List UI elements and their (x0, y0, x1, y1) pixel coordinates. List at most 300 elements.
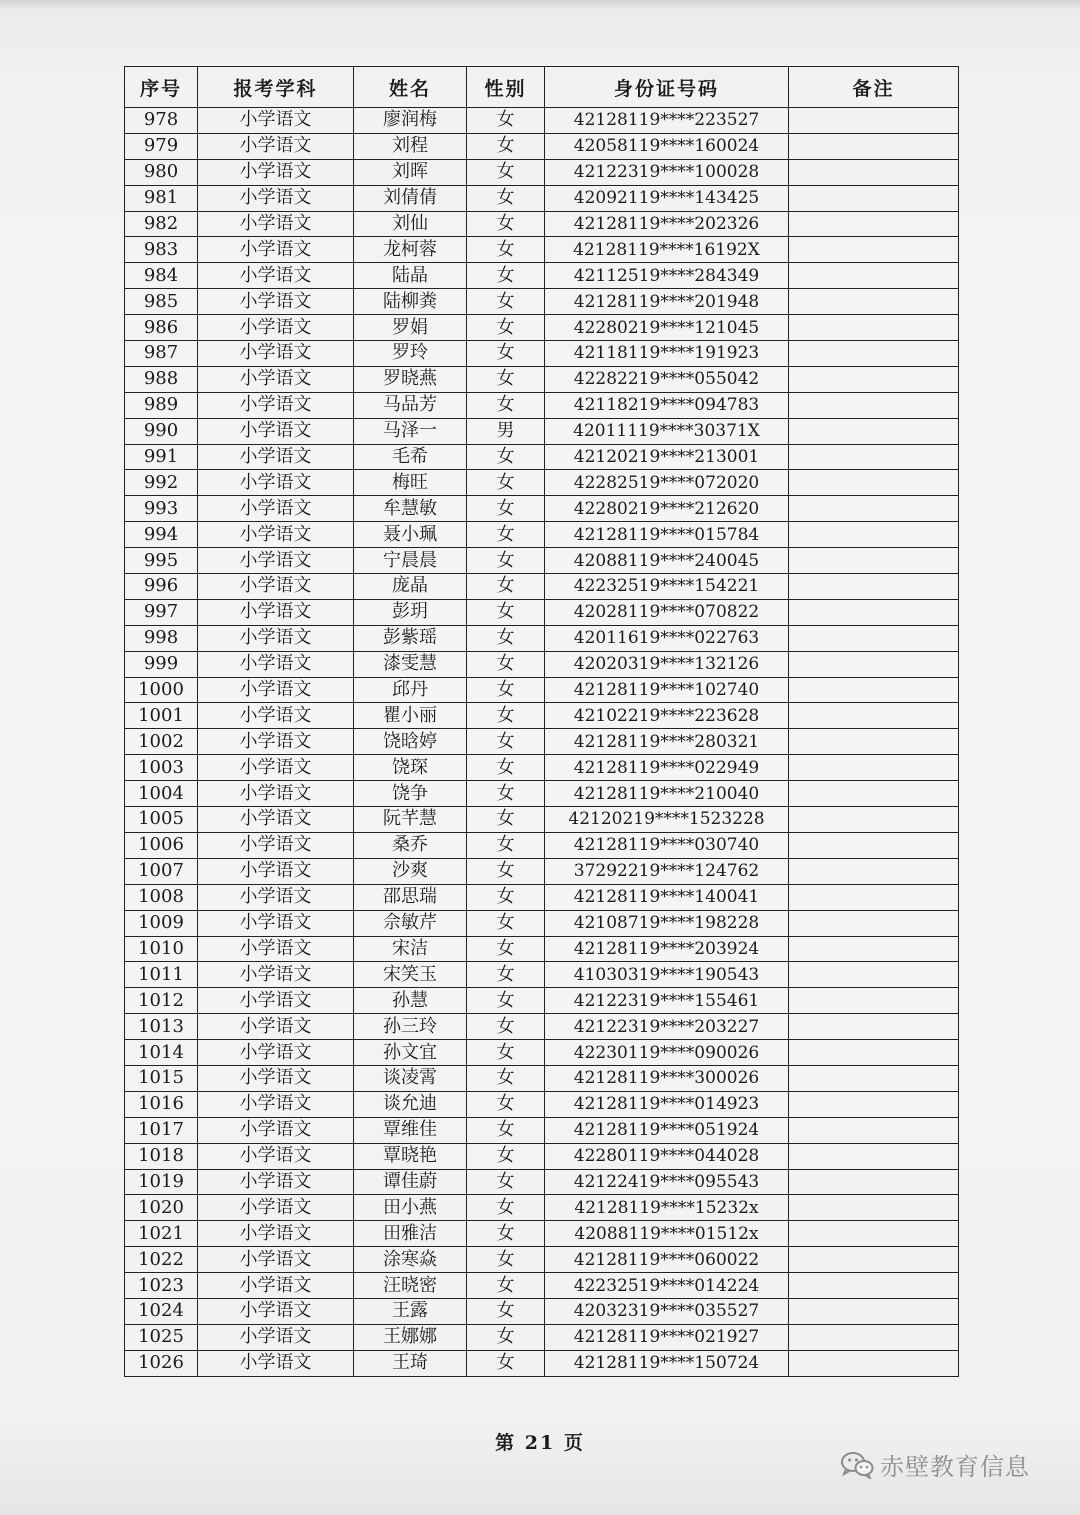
cell-id-number: 42120219****213001 (545, 444, 789, 470)
cell-gender: 女 (467, 858, 545, 884)
cell-gender: 女 (467, 677, 545, 703)
cell-gender: 女 (467, 1273, 545, 1299)
cell-note (789, 651, 959, 677)
cell-name: 汪晓密 (354, 1273, 467, 1299)
cell-name: 邵思瑞 (354, 884, 467, 910)
cell-name: 饶争 (354, 781, 467, 807)
cell-id-number: 42128119****202326 (545, 211, 789, 237)
cell-id-number: 42280219****121045 (545, 315, 789, 341)
cell-note (789, 444, 959, 470)
table-row (125, 625, 959, 651)
cell-subject: 小学语文 (198, 444, 354, 470)
cell-id-number: 42230119****090026 (545, 1040, 789, 1066)
cell-gender: 女 (467, 1247, 545, 1273)
cell-gender: 女 (467, 1195, 545, 1221)
cell-gender: 女 (467, 910, 545, 936)
cell-gender: 女 (467, 522, 545, 548)
cell-subject: 小学语文 (198, 237, 354, 263)
cell-name: 马品芳 (354, 392, 467, 418)
cell-note (789, 910, 959, 936)
cell-seq: 1010 (125, 936, 198, 962)
table-row (125, 289, 959, 315)
cell-id-number: 42128119****021927 (545, 1324, 789, 1350)
cell-note (789, 1169, 959, 1195)
cell-id-number: 42092119****143425 (545, 185, 789, 211)
cell-id-number: 42232519****154221 (545, 574, 789, 600)
cell-gender: 女 (467, 548, 545, 574)
page-number: 第 21 页 (495, 1432, 585, 1454)
cell-seq: 1019 (125, 1169, 198, 1195)
table-body (125, 108, 959, 1377)
cell-name: 饶琛 (354, 755, 467, 781)
cell-id-number: 42088119****240045 (545, 548, 789, 574)
table-row (125, 1091, 959, 1117)
cell-note (789, 962, 959, 988)
cell-note (789, 1350, 959, 1376)
cell-name: 廖润梅 (354, 108, 467, 134)
cell-seq: 1000 (125, 677, 198, 703)
table-row (125, 599, 959, 625)
cell-note (789, 211, 959, 237)
cell-subject: 小学语文 (198, 522, 354, 548)
cell-name: 田雅洁 (354, 1221, 467, 1247)
header-gender: 性别 (467, 67, 545, 108)
cell-name: 陆柳粪 (354, 289, 467, 315)
cell-subject: 小学语文 (198, 703, 354, 729)
cell-gender: 女 (467, 625, 545, 651)
cell-id-number: 37292219****124762 (545, 858, 789, 884)
cell-subject: 小学语文 (198, 159, 354, 185)
cell-id-number: 42020319****132126 (545, 651, 789, 677)
cell-note (789, 781, 959, 807)
cell-seq: 1007 (125, 858, 198, 884)
cell-seq: 983 (125, 237, 198, 263)
source-watermark (840, 1447, 1030, 1482)
cell-name: 宁晨晨 (354, 548, 467, 574)
cell-name: 覃维佳 (354, 1117, 467, 1143)
table-row (125, 1298, 959, 1324)
cell-note (789, 1117, 959, 1143)
cell-subject: 小学语文 (198, 1247, 354, 1273)
cell-name: 罗玲 (354, 341, 467, 367)
cell-gender: 女 (467, 1117, 545, 1143)
cell-note (789, 496, 959, 522)
cell-seq: 1005 (125, 807, 198, 833)
cell-note (789, 858, 959, 884)
cell-gender: 女 (467, 315, 545, 341)
cell-name: 龙柯蓉 (354, 237, 467, 263)
cell-seq: 987 (125, 341, 198, 367)
cell-seq: 1021 (125, 1221, 198, 1247)
cell-name: 桑乔 (354, 832, 467, 858)
cell-gender: 女 (467, 599, 545, 625)
cell-name: 饶晗婷 (354, 729, 467, 755)
cell-seq: 1016 (125, 1091, 198, 1117)
cell-note (789, 884, 959, 910)
cell-note (789, 988, 959, 1014)
cell-subject: 小学语文 (198, 677, 354, 703)
cell-id-number: 42011119****30371X (545, 418, 789, 444)
cell-seq: 985 (125, 289, 198, 315)
header-subject: 报考学科 (198, 67, 354, 108)
cell-note (789, 677, 959, 703)
cell-id-number: 42122319****100028 (545, 159, 789, 185)
cell-seq: 1022 (125, 1247, 198, 1273)
table-row (125, 1117, 959, 1143)
cell-subject: 小学语文 (198, 988, 354, 1014)
cell-name: 佘敏芹 (354, 910, 467, 936)
table-row (125, 341, 959, 367)
cell-subject: 小学语文 (198, 108, 354, 134)
cell-subject: 小学语文 (198, 1065, 354, 1091)
cell-subject: 小学语文 (198, 315, 354, 341)
cell-subject: 小学语文 (198, 884, 354, 910)
cell-name: 孙三玲 (354, 1014, 467, 1040)
cell-gender: 女 (467, 1091, 545, 1117)
cell-seq: 981 (125, 185, 198, 211)
cell-seq: 1024 (125, 1298, 198, 1324)
header-note: 备注 (789, 67, 959, 108)
header-id-number: 身份证号码 (545, 67, 789, 108)
cell-id-number: 42118119****191923 (545, 341, 789, 367)
cell-id-number: 42088119****01512x (545, 1221, 789, 1247)
cell-id-number: 42112519****284349 (545, 263, 789, 289)
cell-subject: 小学语文 (198, 858, 354, 884)
cell-gender: 女 (467, 237, 545, 263)
cell-seq: 1023 (125, 1273, 198, 1299)
cell-subject: 小学语文 (198, 1221, 354, 1247)
cell-name: 罗晓燕 (354, 366, 467, 392)
cell-subject: 小学语文 (198, 470, 354, 496)
table-row (125, 1247, 959, 1273)
cell-seq: 980 (125, 159, 198, 185)
table-row (125, 1169, 959, 1195)
cell-subject: 小学语文 (198, 263, 354, 289)
table-row (125, 858, 959, 884)
cell-name: 刘晖 (354, 159, 467, 185)
cell-name: 谈允迪 (354, 1091, 467, 1117)
cell-subject: 小学语文 (198, 341, 354, 367)
cell-name: 陆晶 (354, 263, 467, 289)
cell-subject: 小学语文 (198, 807, 354, 833)
cell-name: 刘倩倩 (354, 185, 467, 211)
cell-name: 沙爽 (354, 858, 467, 884)
cell-note (789, 703, 959, 729)
table-row (125, 366, 959, 392)
cell-id-number: 42128119****140041 (545, 884, 789, 910)
cell-note (789, 522, 959, 548)
table-row (125, 108, 959, 134)
cell-seq: 1017 (125, 1117, 198, 1143)
cell-subject: 小学语文 (198, 418, 354, 444)
cell-seq: 1012 (125, 988, 198, 1014)
cell-note (789, 392, 959, 418)
cell-note (789, 237, 959, 263)
cell-name: 漆雯慧 (354, 651, 467, 677)
cell-note (789, 936, 959, 962)
cell-note (789, 574, 959, 600)
cell-seq: 1011 (125, 962, 198, 988)
cell-seq: 1002 (125, 729, 198, 755)
cell-note (789, 1298, 959, 1324)
cell-gender: 女 (467, 211, 545, 237)
cell-note (789, 185, 959, 211)
cell-subject: 小学语文 (198, 936, 354, 962)
cell-id-number: 42128119****014923 (545, 1091, 789, 1117)
header-name: 姓名 (354, 67, 467, 108)
cell-gender: 女 (467, 289, 545, 315)
cell-id-number: 42232519****014224 (545, 1273, 789, 1299)
cell-seq: 1006 (125, 832, 198, 858)
cell-name: 梅旺 (354, 470, 467, 496)
cell-subject: 小学语文 (198, 392, 354, 418)
cell-subject: 小学语文 (198, 625, 354, 651)
cell-id-number: 42128119****030740 (545, 832, 789, 858)
cell-id-number: 42128119****203924 (545, 936, 789, 962)
cell-seq: 997 (125, 599, 198, 625)
cell-name: 王娜娜 (354, 1324, 467, 1350)
cell-gender: 女 (467, 496, 545, 522)
cell-seq: 991 (125, 444, 198, 470)
cell-seq: 995 (125, 548, 198, 574)
cell-subject: 小学语文 (198, 651, 354, 677)
cell-subject: 小学语文 (198, 910, 354, 936)
table-row (125, 1195, 959, 1221)
cell-note (789, 755, 959, 781)
cell-seq: 989 (125, 392, 198, 418)
cell-gender: 女 (467, 470, 545, 496)
cell-subject: 小学语文 (198, 1298, 354, 1324)
cell-seq: 990 (125, 418, 198, 444)
candidate-table (124, 66, 959, 1377)
cell-note (789, 366, 959, 392)
cell-subject: 小学语文 (198, 366, 354, 392)
cell-subject: 小学语文 (198, 1014, 354, 1040)
cell-seq: 988 (125, 366, 198, 392)
cell-subject: 小学语文 (198, 1350, 354, 1376)
cell-note (789, 133, 959, 159)
wechat-icon (840, 1451, 874, 1479)
cell-note (789, 1065, 959, 1091)
cell-seq: 1003 (125, 755, 198, 781)
cell-name: 孙慧 (354, 988, 467, 1014)
cell-gender: 女 (467, 1065, 545, 1091)
cell-id-number: 42011619****022763 (545, 625, 789, 651)
cell-gender: 女 (467, 781, 545, 807)
cell-subject: 小学语文 (198, 289, 354, 315)
cell-seq: 1018 (125, 1143, 198, 1169)
cell-gender: 女 (467, 703, 545, 729)
cell-subject: 小学语文 (198, 1117, 354, 1143)
cell-id-number: 42102219****223628 (545, 703, 789, 729)
cell-id-number: 42282519****072020 (545, 470, 789, 496)
cell-note (789, 289, 959, 315)
table-row (125, 133, 959, 159)
table-row (125, 237, 959, 263)
cell-note (789, 1324, 959, 1350)
cell-seq: 994 (125, 522, 198, 548)
table-row (125, 781, 959, 807)
table-row (125, 548, 959, 574)
table-row (125, 159, 959, 185)
cell-gender: 女 (467, 1324, 545, 1350)
cell-gender: 女 (467, 1221, 545, 1247)
cell-note (789, 807, 959, 833)
cell-seq: 1025 (125, 1324, 198, 1350)
cell-note (789, 159, 959, 185)
cell-gender: 女 (467, 444, 545, 470)
cell-note (789, 1040, 959, 1066)
cell-gender: 女 (467, 651, 545, 677)
cell-name: 王露 (354, 1298, 467, 1324)
watermark-text: 赤壁教育信息 (880, 1453, 1030, 1481)
table-row (125, 703, 959, 729)
cell-gender: 女 (467, 366, 545, 392)
table-row (125, 677, 959, 703)
cell-name: 刘程 (354, 133, 467, 159)
cell-subject: 小学语文 (198, 1040, 354, 1066)
cell-subject: 小学语文 (198, 1143, 354, 1169)
cell-gender: 女 (467, 133, 545, 159)
cell-subject: 小学语文 (198, 185, 354, 211)
cell-id-number: 42108719****198228 (545, 910, 789, 936)
cell-note (789, 418, 959, 444)
cell-subject: 小学语文 (198, 962, 354, 988)
table-header-row (125, 67, 959, 108)
table-row (125, 574, 959, 600)
cell-note (789, 832, 959, 858)
cell-seq: 998 (125, 625, 198, 651)
table-row (125, 185, 959, 211)
cell-note (789, 470, 959, 496)
cell-name: 王琦 (354, 1350, 467, 1376)
cell-seq: 999 (125, 651, 198, 677)
cell-name: 宋洁 (354, 936, 467, 962)
header-seq: 序号 (125, 67, 198, 108)
cell-subject: 小学语文 (198, 1273, 354, 1299)
cell-id-number: 42128119****16192X (545, 237, 789, 263)
cell-subject: 小学语文 (198, 548, 354, 574)
table-row (125, 1324, 959, 1350)
table-row (125, 522, 959, 548)
cell-note (789, 599, 959, 625)
cell-note (789, 729, 959, 755)
cell-id-number: 42280119****044028 (545, 1143, 789, 1169)
cell-id-number: 42128119****060022 (545, 1247, 789, 1273)
table-row (125, 1273, 959, 1299)
table-row (125, 1350, 959, 1376)
cell-seq: 1015 (125, 1065, 198, 1091)
cell-id-number: 42128119****051924 (545, 1117, 789, 1143)
cell-id-number: 42028119****070822 (545, 599, 789, 625)
cell-id-number: 42128119****150724 (545, 1350, 789, 1376)
table-row (125, 496, 959, 522)
cell-name: 庞晶 (354, 574, 467, 600)
cell-seq: 982 (125, 211, 198, 237)
cell-id-number: 42280219****212620 (545, 496, 789, 522)
cell-note (789, 1247, 959, 1273)
table-row (125, 1014, 959, 1040)
cell-id-number: 42128119****102740 (545, 677, 789, 703)
table-row (125, 832, 959, 858)
cell-id-number: 42128119****022949 (545, 755, 789, 781)
cell-name: 聂小珮 (354, 522, 467, 548)
table-row (125, 211, 959, 237)
cell-seq: 984 (125, 263, 198, 289)
cell-name: 谈凌霄 (354, 1065, 467, 1091)
cell-gender: 女 (467, 1040, 545, 1066)
cell-note (789, 1091, 959, 1117)
cell-seq: 993 (125, 496, 198, 522)
table-row (125, 651, 959, 677)
cell-subject: 小学语文 (198, 133, 354, 159)
cell-gender: 女 (467, 1169, 545, 1195)
cell-id-number: 41030319****190543 (545, 962, 789, 988)
cell-name: 彭玥 (354, 599, 467, 625)
table-row (125, 263, 959, 289)
cell-id-number: 42128119****300026 (545, 1065, 789, 1091)
table-row (125, 392, 959, 418)
cell-gender: 女 (467, 1014, 545, 1040)
cell-subject: 小学语文 (198, 1195, 354, 1221)
cell-gender: 女 (467, 159, 545, 185)
table-row (125, 444, 959, 470)
cell-name: 瞿小丽 (354, 703, 467, 729)
cell-subject: 小学语文 (198, 1324, 354, 1350)
cell-subject: 小学语文 (198, 832, 354, 858)
table-row (125, 962, 959, 988)
cell-name: 田小燕 (354, 1195, 467, 1221)
cell-gender: 女 (467, 962, 545, 988)
table-row (125, 729, 959, 755)
cell-name: 涂寒焱 (354, 1247, 467, 1273)
cell-gender: 女 (467, 185, 545, 211)
cell-gender: 女 (467, 832, 545, 858)
cell-subject: 小学语文 (198, 574, 354, 600)
cell-subject: 小学语文 (198, 729, 354, 755)
cell-seq: 1008 (125, 884, 198, 910)
cell-name: 邱丹 (354, 677, 467, 703)
cell-gender: 女 (467, 392, 545, 418)
cell-gender: 女 (467, 755, 545, 781)
cell-id-number: 42282219****055042 (545, 366, 789, 392)
cell-id-number: 42128119****280321 (545, 729, 789, 755)
cell-gender: 女 (467, 807, 545, 833)
cell-id-number: 42122319****155461 (545, 988, 789, 1014)
cell-id-number: 42058119****160024 (545, 133, 789, 159)
table-row (125, 1065, 959, 1091)
table-row (125, 755, 959, 781)
cell-gender: 女 (467, 341, 545, 367)
cell-seq: 979 (125, 133, 198, 159)
cell-subject: 小学语文 (198, 1091, 354, 1117)
cell-name: 宋笑玉 (354, 962, 467, 988)
cell-gender: 女 (467, 263, 545, 289)
cell-name: 孙文宜 (354, 1040, 467, 1066)
table-row (125, 936, 959, 962)
table-row (125, 1143, 959, 1169)
cell-gender: 女 (467, 729, 545, 755)
cell-seq: 1026 (125, 1350, 198, 1376)
table-row (125, 418, 959, 444)
cell-id-number: 42118219****094783 (545, 392, 789, 418)
cell-id-number: 42128119****201948 (545, 289, 789, 315)
cell-gender: 女 (467, 884, 545, 910)
cell-id-number: 42120219****1523228 (545, 807, 789, 833)
cell-name: 马泽一 (354, 418, 467, 444)
table-row (125, 315, 959, 341)
cell-note (789, 315, 959, 341)
